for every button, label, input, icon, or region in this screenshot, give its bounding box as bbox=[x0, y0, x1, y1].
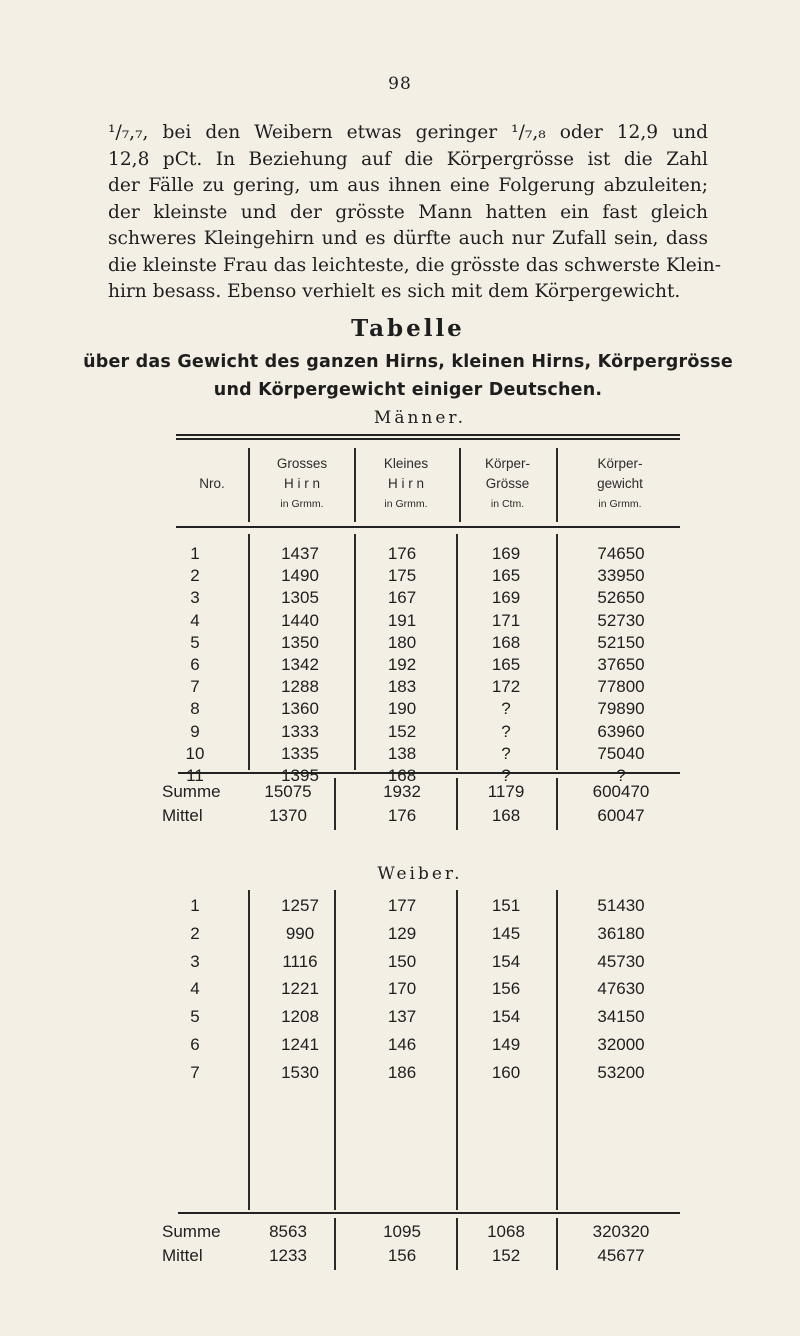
column-header-unit: in Ctm. bbox=[490, 498, 525, 510]
cell-kleines-hirn: 186 bbox=[387, 1063, 417, 1082]
cell-nro: 7 bbox=[190, 677, 200, 696]
paragraph-line: die kleinste Frau das leichteste, die grösste das schwerste Klein- bbox=[108, 254, 722, 276]
cell-koerpergroesse: 169 bbox=[491, 544, 521, 563]
cell-koerpergewicht: 52150 bbox=[597, 633, 645, 652]
column-header-line: Nro. bbox=[199, 476, 225, 491]
cell-koerpergewicht: 77800 bbox=[597, 677, 645, 696]
cell-kleines-hirn: 180 bbox=[387, 633, 417, 652]
cell-koerpergroesse: ? bbox=[501, 744, 511, 763]
cell-nro: 1 bbox=[190, 544, 200, 563]
cell-koerpergroesse: 171 bbox=[491, 611, 521, 630]
cell-nro: 6 bbox=[190, 1035, 200, 1054]
page-number: 98 bbox=[388, 74, 412, 94]
cell-koerpergewicht: 53200 bbox=[597, 1063, 645, 1082]
column-header-line bbox=[176, 454, 248, 474]
column-header-nro bbox=[176, 454, 248, 494]
paragraph-line: 12,8 pCt. In Beziehung auf die Körpergrösse ist die Zahl bbox=[108, 148, 708, 170]
paragraph-line: ¹/₇,₇, bei den Weibern etwas geringer ¹/₇,₈ oder 12,9 und bbox=[108, 122, 708, 143]
cell-grosses-hirn: 1350 bbox=[281, 633, 319, 652]
cell-grosses-hirn: 1437 bbox=[281, 544, 319, 563]
cell-koerpergewicht: 37650 bbox=[597, 655, 645, 674]
cell-kleines-hirn: 152 bbox=[387, 722, 417, 741]
cell-koerpergroesse: 169 bbox=[491, 588, 521, 607]
table-row bbox=[0, 924, 800, 954]
summary-label: Summe bbox=[162, 782, 221, 801]
cell-koerpergewicht: 34150 bbox=[597, 1007, 645, 1026]
cell-koerpergewicht: 52730 bbox=[597, 611, 645, 630]
cell-kleines-hirn: 192 bbox=[387, 655, 417, 674]
table-row bbox=[0, 896, 800, 926]
column-header-line: Grosses bbox=[276, 456, 328, 471]
cell-kleines-hirn: 1095 bbox=[383, 1222, 421, 1241]
summary-row-mittel bbox=[0, 1246, 800, 1276]
cell-koerpergroesse: ? bbox=[501, 722, 511, 741]
cell-koerpergroesse: 156 bbox=[491, 979, 521, 998]
column-header-kleines-hirn bbox=[354, 454, 458, 514]
cell-kleines-hirn: 1932 bbox=[383, 782, 421, 801]
men-section-heading: Männer. bbox=[373, 408, 467, 428]
column-header-koerpergewicht bbox=[560, 454, 680, 514]
cell-kleines-hirn: 138 bbox=[387, 744, 417, 763]
table-row bbox=[0, 1035, 800, 1065]
cell-koerpergroesse: 154 bbox=[491, 1007, 521, 1026]
cell-nro: 1 bbox=[190, 896, 200, 915]
header-column-divider bbox=[556, 448, 558, 522]
cell-grosses-hirn: 1333 bbox=[281, 722, 319, 741]
cell-koerpergroesse: 1179 bbox=[487, 782, 525, 801]
cell-grosses-hirn: 1530 bbox=[281, 1063, 319, 1082]
cell-grosses-hirn: 8563 bbox=[269, 1222, 307, 1241]
cell-koerpergewicht: 60047 bbox=[597, 806, 645, 825]
cell-nro: 2 bbox=[190, 924, 200, 943]
cell-koerpergewicht: 74650 bbox=[597, 544, 645, 563]
cell-nro: 2 bbox=[190, 566, 200, 585]
cell-koerpergewicht: 51430 bbox=[597, 896, 645, 915]
cell-kleines-hirn: 190 bbox=[387, 699, 417, 718]
cell-grosses-hirn: 1208 bbox=[281, 1007, 319, 1026]
table-row bbox=[0, 1063, 800, 1093]
cell-koerpergewicht: 63960 bbox=[597, 722, 645, 741]
table-row bbox=[0, 1007, 800, 1037]
summary-label: Mittel bbox=[162, 806, 203, 825]
cell-kleines-hirn: 168 bbox=[387, 766, 417, 785]
cell-koerpergewicht: 75040 bbox=[597, 744, 645, 763]
summary-label: Summe bbox=[162, 1222, 221, 1241]
cell-nro: 4 bbox=[190, 979, 200, 998]
cell-nro: 4 bbox=[190, 611, 200, 630]
summary-row-mittel bbox=[0, 806, 800, 836]
cell-grosses-hirn: 1440 bbox=[281, 611, 319, 630]
cell-grosses-hirn: 1395 bbox=[281, 766, 319, 785]
cell-nro: 8 bbox=[190, 699, 200, 718]
cell-koerpergewicht: 79890 bbox=[597, 699, 645, 718]
summary-label: Mittel bbox=[162, 1246, 203, 1265]
cell-koerpergroesse: 160 bbox=[491, 1063, 521, 1082]
column-header-grosses-hirn bbox=[250, 454, 354, 514]
cell-kleines-hirn: 167 bbox=[387, 588, 417, 607]
women-summary-rule bbox=[178, 1212, 680, 1214]
column-header-koerpergroesse bbox=[459, 454, 556, 514]
paragraph-line: hirn besass. Ebenso verhielt es sich mit dem Körpergewicht. bbox=[108, 281, 681, 302]
cell-koerpergewicht: 600470 bbox=[592, 782, 650, 801]
cell-grosses-hirn: 1335 bbox=[281, 744, 319, 763]
cell-nro: 5 bbox=[190, 1007, 200, 1026]
cell-koerpergewicht: 45730 bbox=[597, 952, 645, 971]
cell-kleines-hirn: 170 bbox=[387, 979, 417, 998]
table-top-double-rule bbox=[176, 434, 680, 436]
table-title: Tabelle bbox=[351, 315, 465, 342]
cell-grosses-hirn: 15075 bbox=[264, 782, 312, 801]
cell-koerpergroesse: 172 bbox=[491, 677, 521, 696]
cell-nro: 6 bbox=[190, 655, 200, 674]
cell-grosses-hirn: 1233 bbox=[269, 1246, 307, 1265]
cell-kleines-hirn: 156 bbox=[387, 1246, 417, 1265]
cell-koerpergewicht: 32000 bbox=[597, 1035, 645, 1054]
cell-kleines-hirn: 150 bbox=[387, 952, 417, 971]
cell-koerpergroesse: ? bbox=[501, 766, 511, 785]
cell-nro: 11 bbox=[186, 766, 204, 785]
cell-grosses-hirn: 1288 bbox=[281, 677, 319, 696]
column-header-line: Grösse bbox=[485, 476, 530, 491]
cell-grosses-hirn: 1116 bbox=[282, 952, 318, 971]
cell-koerpergroesse: 151 bbox=[491, 896, 521, 915]
cell-kleines-hirn: 191 bbox=[387, 611, 417, 630]
paragraph-line: der kleinste und der grösste Mann hatten ein fast gleich bbox=[108, 201, 708, 223]
table-row bbox=[0, 979, 800, 1009]
cell-koerpergroesse: 168 bbox=[491, 806, 521, 825]
column-header-line: Körper- bbox=[484, 456, 530, 471]
cell-koerpergewicht: 47630 bbox=[597, 979, 645, 998]
cell-koerpergewicht: 45677 bbox=[597, 1246, 645, 1265]
cell-grosses-hirn: 1360 bbox=[281, 699, 319, 718]
table-row bbox=[0, 952, 800, 982]
cell-nro: 10 bbox=[185, 744, 205, 763]
cell-koerpergewicht: 33950 bbox=[597, 566, 645, 585]
column-header-line: gewicht bbox=[597, 476, 643, 491]
cell-grosses-hirn: 1257 bbox=[281, 896, 319, 915]
column-header-unit: in Grmm. bbox=[598, 498, 642, 510]
cell-grosses-hirn: 990 bbox=[285, 924, 315, 943]
cell-kleines-hirn: 146 bbox=[387, 1035, 417, 1054]
cell-koerpergroesse: 165 bbox=[491, 566, 521, 585]
cell-koerpergroesse: 1068 bbox=[487, 1222, 525, 1241]
cell-kleines-hirn: 137 bbox=[387, 1007, 417, 1026]
table-subtitle-line1: über das Gewicht des ganzen Hirns, kleinen Hirns, Körpergrösse bbox=[83, 352, 733, 372]
column-header-unit: in Grmm. bbox=[384, 498, 428, 510]
cell-nro: 3 bbox=[190, 588, 200, 607]
column-header-line: H i r n bbox=[283, 476, 320, 491]
header-bottom-rule bbox=[176, 526, 680, 528]
cell-koerpergewicht: ? bbox=[616, 766, 626, 785]
women-section-heading: Weiber. bbox=[377, 864, 463, 884]
table-subtitle-line2: und Körpergewicht einiger Deutschen. bbox=[213, 380, 603, 400]
cell-koerpergewicht: 52650 bbox=[597, 588, 645, 607]
cell-kleines-hirn: 176 bbox=[387, 544, 417, 563]
column-header-line: H i r n bbox=[387, 476, 424, 491]
cell-nro: 5 bbox=[190, 633, 200, 652]
column-header-line: Kleines bbox=[383, 456, 429, 471]
cell-koerpergroesse: 145 bbox=[491, 924, 521, 943]
cell-kleines-hirn: 176 bbox=[387, 806, 417, 825]
cell-grosses-hirn: 1305 bbox=[281, 588, 319, 607]
cell-kleines-hirn: 129 bbox=[387, 924, 417, 943]
cell-koerpergroesse: 152 bbox=[491, 1246, 521, 1265]
cell-nro: 3 bbox=[190, 952, 200, 971]
cell-koerpergroesse: ? bbox=[501, 699, 511, 718]
cell-grosses-hirn: 1490 bbox=[281, 566, 319, 585]
body-paragraph bbox=[108, 120, 722, 306]
cell-koerpergroesse: 168 bbox=[491, 633, 521, 652]
cell-koerpergroesse: 165 bbox=[491, 655, 521, 674]
cell-grosses-hirn: 1241 bbox=[281, 1035, 319, 1054]
table-top-double-rule bbox=[176, 438, 680, 440]
column-header-line: Körper- bbox=[597, 456, 643, 471]
paragraph-line: der Fälle zu gering, um aus ihnen eine Folgerung abzuleiten; bbox=[108, 175, 708, 196]
cell-nro: 9 bbox=[190, 722, 200, 741]
paragraph-line: schweres Kleingehirn und es dürfte auch nur Zufall sein, dass bbox=[108, 228, 708, 249]
cell-koerpergewicht: 320320 bbox=[592, 1222, 650, 1241]
cell-kleines-hirn: 177 bbox=[387, 896, 417, 915]
cell-grosses-hirn: 1221 bbox=[281, 979, 319, 998]
cell-nro: 7 bbox=[190, 1063, 200, 1082]
cell-grosses-hirn: 1342 bbox=[281, 655, 319, 674]
cell-koerpergroesse: 149 bbox=[491, 1035, 521, 1054]
cell-kleines-hirn: 183 bbox=[387, 677, 417, 696]
cell-grosses-hirn: 1370 bbox=[269, 806, 307, 825]
cell-kleines-hirn: 175 bbox=[387, 566, 417, 585]
cell-koerpergroesse: 154 bbox=[491, 952, 521, 971]
column-header-unit: in Grmm. bbox=[280, 498, 324, 510]
cell-koerpergewicht: 36180 bbox=[597, 924, 645, 943]
